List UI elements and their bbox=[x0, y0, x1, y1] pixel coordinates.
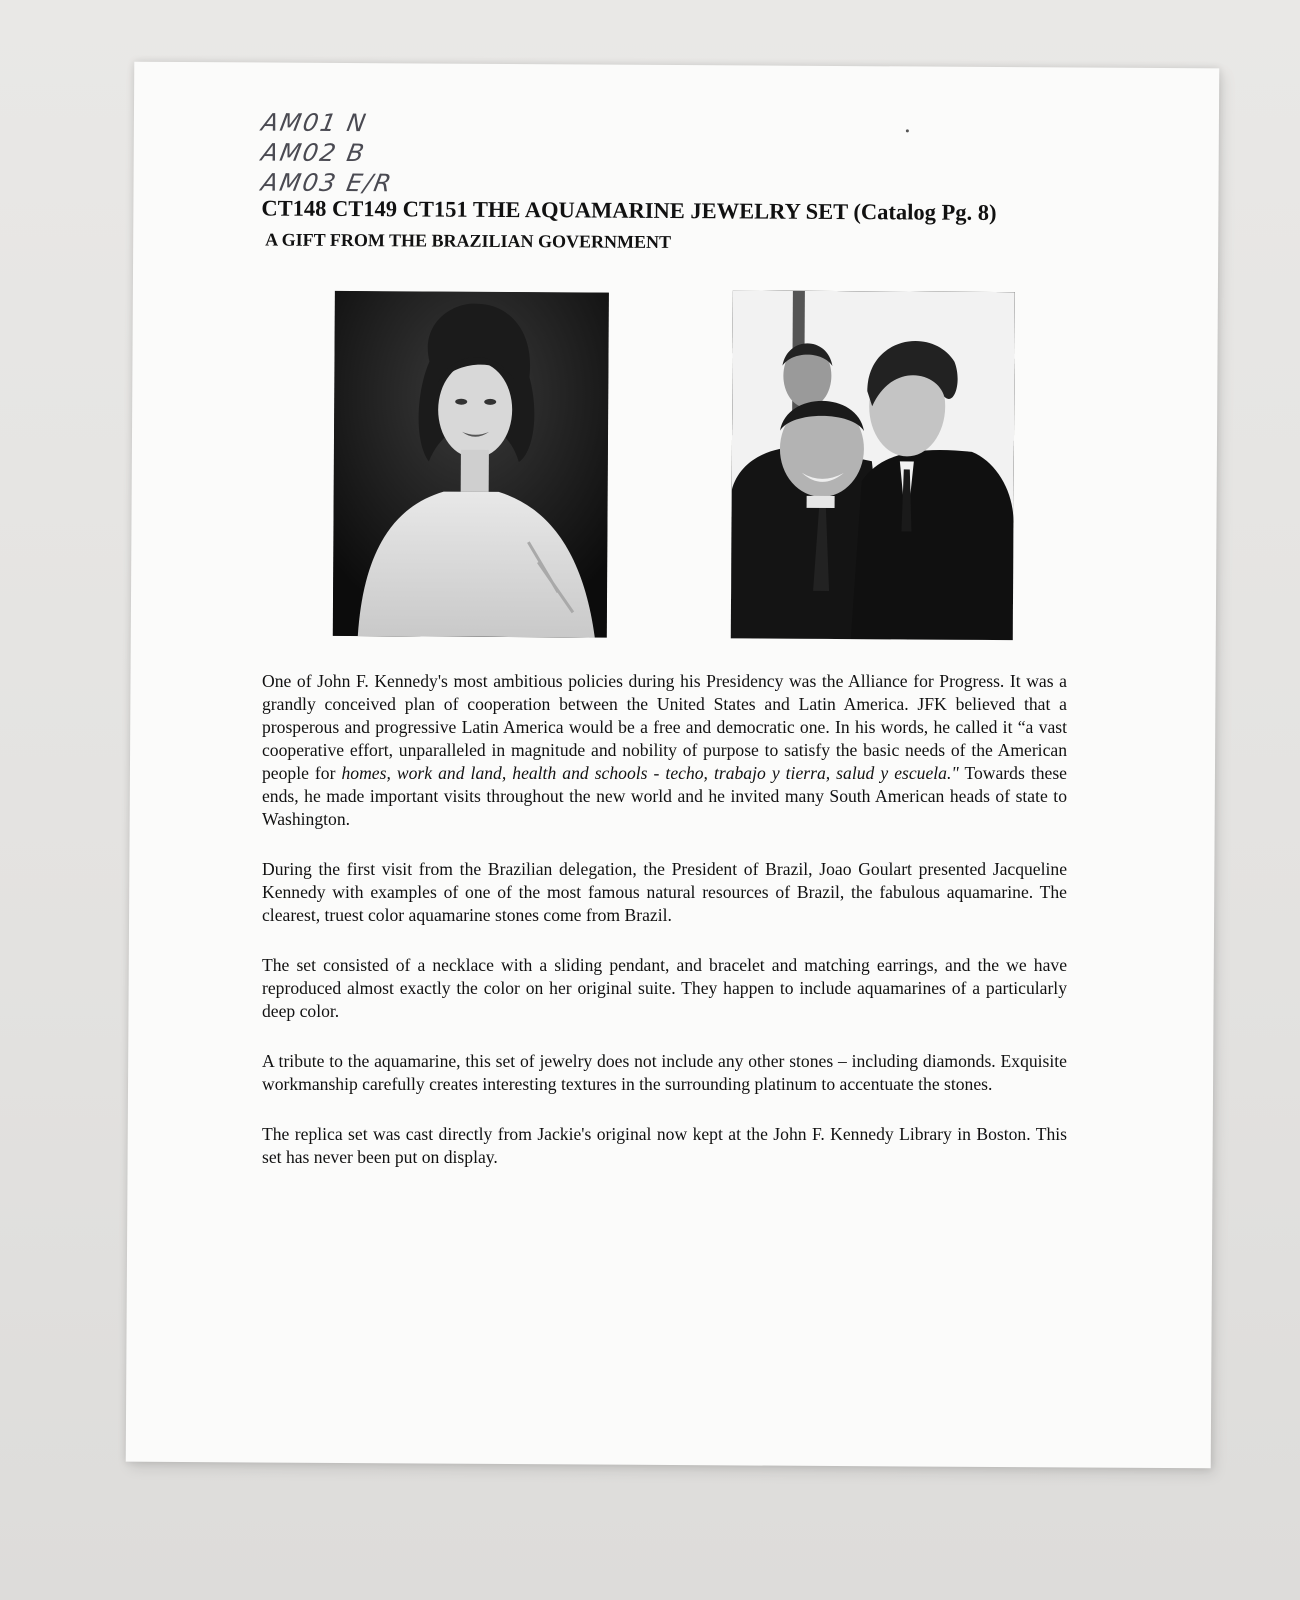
paragraph-text: Towards these ends, he made important visits throughout the new world and he invited many South American heads of state to Washington. bbox=[262, 763, 1067, 829]
document-title: CT148 CT149 CT151 THE AQUAMARINE JEWELRY SET (Catalog Pg. 8) bbox=[261, 195, 997, 225]
handwritten-note: AM03 E/R bbox=[258, 168, 396, 198]
ink-dot bbox=[906, 129, 909, 132]
paragraph-replica: The replica set was cast directly from Jackie's original now kept at the John F. Kennedy Library in Boston. This set has never been put on display. bbox=[262, 1124, 1067, 1167]
body-text bbox=[262, 670, 1067, 1196]
paragraph-set-description: The set consisted of a necklace with a sliding pendant, and bracelet and matching earrings, and the we have reproduced almost exactly the color on her original suite. They happen to include aquamarines of a particularly deep color. bbox=[262, 955, 1067, 1021]
document-subtitle: A GIFT FROM THE BRAZILIAN GOVERNMENT bbox=[265, 229, 672, 252]
handwritten-notes bbox=[258, 107, 396, 198]
portrait-illustration bbox=[333, 291, 609, 638]
group-photo-illustration bbox=[731, 290, 1015, 640]
handwritten-note: AM01 N bbox=[259, 108, 370, 138]
paragraph-text: One of John F. Kennedy's most ambitious policies during his Presidency was the Alliance for Progress. It was a grandly conceived plan of cooperation between the United States and Latin America. JFK believed that a prosperous and progressive Latin America would be a free and democratic one. In his words, he called it “a vast cooperative effort, unparalleled in magnitude and nobility of purpose to satisfy the basic needs of the American people for bbox=[262, 671, 1067, 783]
quoted-phrase: homes, work and land, health and schools - techo, trabajo y tierra, salud y escuela." bbox=[341, 763, 959, 783]
photo-jacqueline-kennedy bbox=[333, 291, 609, 638]
paragraph-tribute: A tribute to the aquamarine, this set of jewelry does not include any other stones – including diamonds. Exquisite workmanship carefully creates interesting textures in the surrounding platinum to accentuate the stones. bbox=[262, 1051, 1067, 1094]
paragraph-brazilian-delegation: During the first visit from the Brazilian delegation, the President of Brazil, Joao Goulart presented Jacqueline Kennedy with examples of one of the most famous natural resources of Brazil, the fabulous aquamarine. The clearest, truest color aquamarine stones come from Brazil. bbox=[262, 859, 1067, 925]
handwritten-note: AM02 B bbox=[259, 138, 369, 168]
photo-jfk-and-brazilian-president bbox=[731, 290, 1015, 640]
paragraph-alliance-for-progress bbox=[262, 670, 1067, 831]
